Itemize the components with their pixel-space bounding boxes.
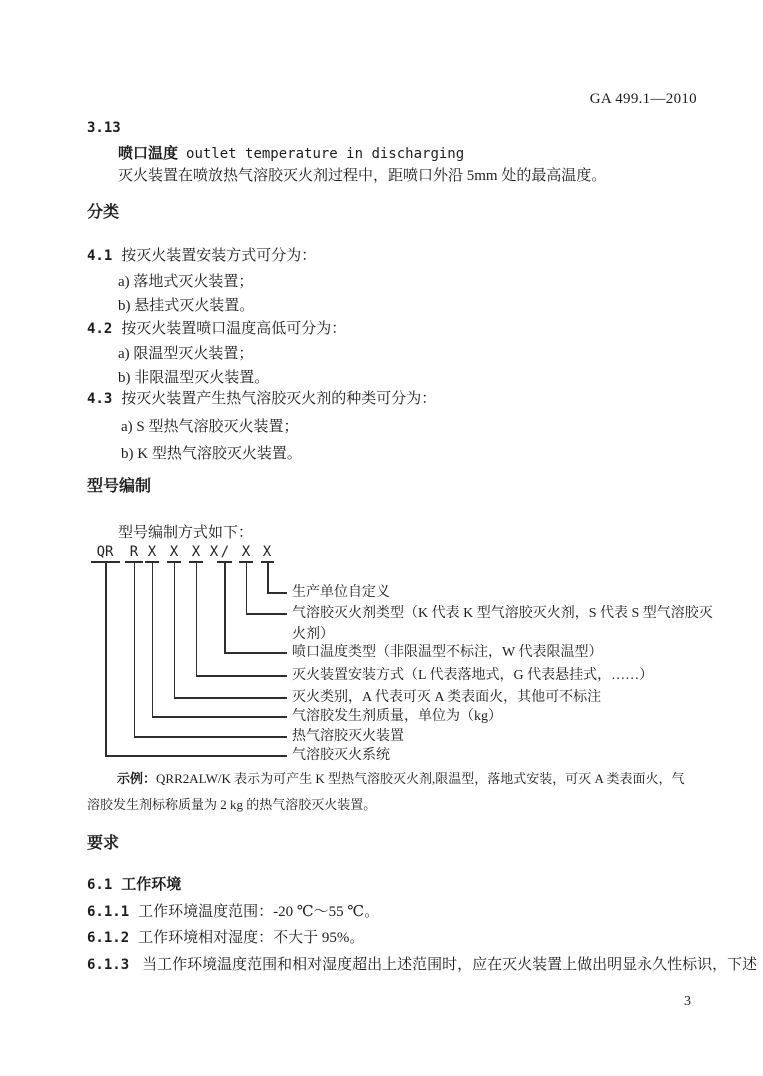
clause-6-1-1-number: 6.1.1	[87, 904, 130, 920]
model-designation-diagram	[87, 545, 737, 780]
term-chinese: 喷口温度	[118, 145, 179, 162]
code-symbol-x1: X	[147, 544, 157, 560]
clause-4-2-text: 按灭火装置喷口温度高低可分为：	[121, 321, 347, 337]
leader-line	[267, 592, 287, 594]
clause-number-3-13: 3.13	[87, 120, 121, 136]
code-symbol-x5: X	[241, 544, 251, 560]
clause-6-1-title: 工作环境	[121, 876, 182, 893]
field-label-system: 气溶胶灭火系统	[292, 748, 390, 763]
clause-4-1-text: 按灭火装置安装方式可分为：	[121, 248, 317, 264]
term-line	[118, 146, 464, 162]
list-item: b) 悬挂式灭火装置。	[118, 298, 255, 314]
page-number: 3	[684, 994, 691, 1009]
leader-line	[196, 675, 288, 677]
field-label-outlet-temp: 喷口温度类型（非限温型不标注，W 代表限温型）	[292, 645, 603, 660]
clause-6-1-1	[87, 905, 379, 920]
clause-4-1	[87, 249, 316, 264]
leader-line	[224, 562, 226, 652]
list-item: a) 限温型灭火装置；	[118, 346, 254, 362]
clause-6-1-3-number: 6.1.3	[87, 957, 130, 973]
clause-4-3	[87, 392, 436, 407]
list-item: b) 非限温型灭火装置。	[118, 370, 270, 386]
clause-6-1-number: 6.1	[87, 877, 113, 893]
list-item: a) S 型热气溶胶灭火装置；	[121, 419, 299, 435]
leader-line	[134, 736, 288, 738]
leader-line	[105, 562, 107, 755]
term-definition: 灭火装置在喷放热气溶胶灭火剂过程中，距喷口外沿 5mm 处的最高温度。	[118, 168, 607, 184]
example-label: 示例：	[117, 771, 157, 786]
clause-6-1-2	[87, 931, 364, 946]
term-english: outlet temperature in discharging	[186, 146, 465, 162]
leader-line	[152, 716, 288, 718]
leader-line	[267, 562, 269, 592]
clause-6-1-1-text: 工作环境温度范围：-20 ℃～55 ℃。	[138, 904, 380, 920]
list-item: b) K 型热气溶胶灭火装置。	[121, 446, 302, 462]
code-symbol-x6: X	[262, 544, 272, 560]
section-heading-requirements: 要求	[87, 835, 120, 852]
leader-line	[105, 755, 287, 757]
clause-6-1	[87, 877, 181, 893]
doc-number: GA 499.1—2010	[589, 91, 697, 107]
code-symbol-x4: X	[209, 544, 219, 560]
leader-line	[196, 562, 198, 675]
leader-line	[134, 562, 136, 736]
section-heading-model-designation: 型号编制	[87, 478, 152, 495]
leader-line	[174, 697, 288, 699]
code-slash: /	[220, 544, 230, 560]
field-label-agent-mass: 气溶胶发生剂质量，单位为（kg）	[292, 709, 502, 724]
example-paragraph	[87, 766, 694, 818]
field-label-agent-type: 气溶胶灭火剂类型（K 代表 K 型气溶胶灭火剂，S 代表 S 型气溶胶灭火剂）	[292, 606, 713, 642]
field-label-install-mode: 灭火装置安装方式（L 代表落地式，G 代表悬挂式，……）	[292, 668, 654, 683]
clause-6-1-3	[87, 958, 757, 973]
leader-line	[174, 562, 176, 697]
field-label-fire-class: 灭火类别，A 代表可灭 A 类表面火，其他可不标注	[292, 690, 602, 705]
clause-4-2	[87, 322, 346, 337]
code-symbol-x3: X	[191, 544, 201, 560]
clause-4-2-number: 4.2	[87, 321, 113, 337]
leader-line	[224, 652, 287, 654]
model-intro: 型号编制方式如下：	[118, 525, 254, 541]
clause-4-3-text: 按灭火装置产生热气溶胶灭火剂的种类可分为：	[121, 391, 437, 407]
code-symbol-r: R	[129, 544, 139, 560]
clause-4-1-number: 4.1	[87, 248, 113, 264]
leader-line	[152, 562, 154, 716]
section-heading-classification: 分类	[87, 204, 120, 221]
leader-line	[246, 613, 288, 615]
field-label-manufacturer: 生产单位自定义	[292, 585, 390, 600]
code-symbol-qr: QR	[96, 544, 114, 560]
clause-6-1-3-text: 当工作环境温度范围和相对湿度超出上述范围时，应在灭火装置上做出明显永久性标识，下述	[142, 957, 758, 973]
clause-4-3-number: 4.3	[87, 391, 113, 407]
code-symbol-x2: X	[169, 544, 179, 560]
leader-line	[246, 562, 248, 613]
field-label-device: 热气溶胶灭火装置	[292, 729, 404, 744]
clause-6-1-2-number: 6.1.2	[87, 930, 130, 946]
list-item: a) 落地式灭火装置；	[118, 274, 254, 290]
clause-6-1-2-text: 工作环境相对湿度：不大于 95%。	[138, 930, 365, 946]
example-text: QRR2ALW/K 表示为可产生 K 型热气溶胶灭火剂,限温型，落地式安装，可灭 A 类表面火，气溶胶发生剂标称质量为 2 kg 的热气溶胶灭火装置。	[87, 771, 685, 812]
